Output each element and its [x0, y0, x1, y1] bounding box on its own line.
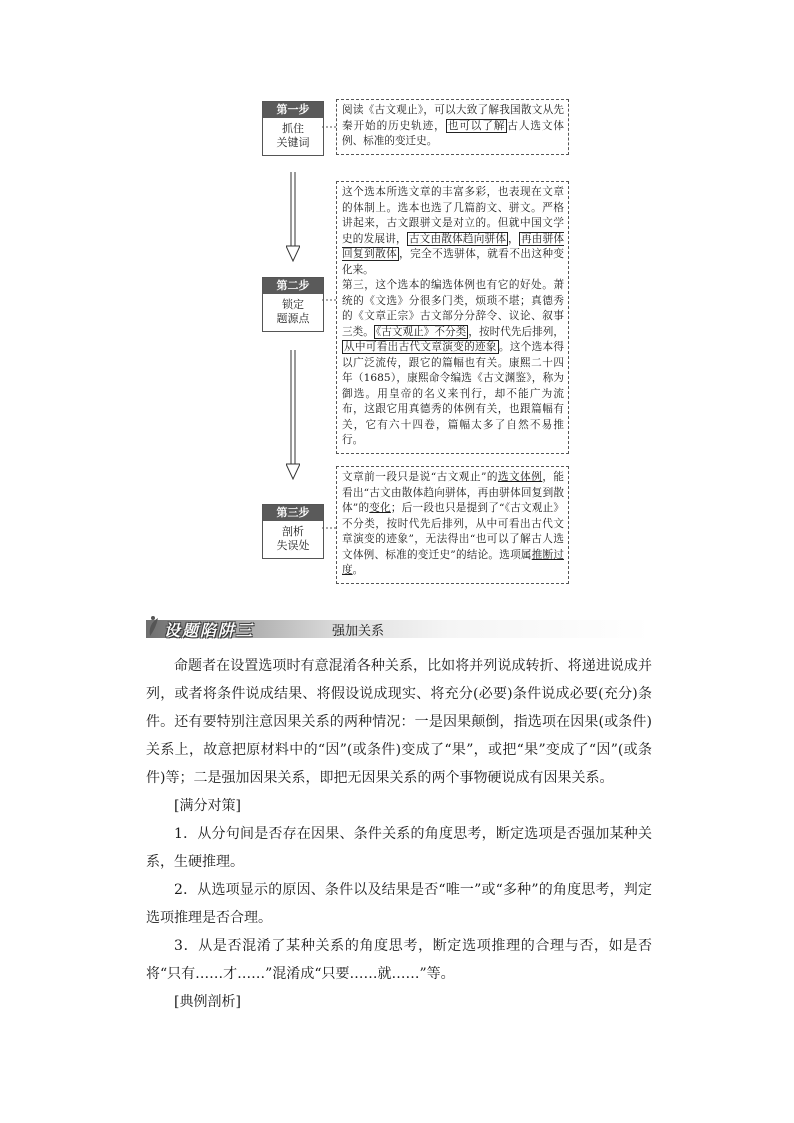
step-3-box — [262, 504, 324, 559]
step-2-label: 第二步 — [263, 278, 323, 294]
box2-text-6: 。这个选本得以广泛流传，跟它的篇幅也有关。康熙二十四年（1685），康熙命令编选《古文渊鉴》，称为御选。用皇帝的名义来刊行，却不能广为流布，这跟它用真德秀的体例有关，也跟篇幅有关，它有六十四卷，篇幅太多了自然不易推行。 — [342, 341, 565, 446]
analysis-box-2 — [336, 181, 569, 454]
section-header — [144, 612, 654, 642]
box2-framed-4: 从中可看出古代文章演变的迹象 — [344, 341, 497, 353]
step-1-line1: 抓住 — [282, 122, 304, 135]
step-2-line1: 锁定 — [282, 298, 304, 311]
box3-text-4: 。 — [352, 564, 364, 576]
analysis-box-1 — [336, 99, 569, 155]
down-arrow-icon — [286, 350, 300, 480]
step-1-box — [262, 101, 324, 156]
step-2-line2: 题源点 — [276, 312, 310, 325]
analysis-box-3 — [336, 466, 569, 584]
label-strategy: [满分对策] — [174, 798, 241, 814]
body-text — [146, 652, 652, 1016]
strategy-item-2: 2．从选项显示的原因、条件以及结果是否“唯一”或“多种”的角度思考，判定选项推理是否合理。 — [146, 882, 652, 926]
strategy-item-3: 3．从是否混淆了某种关系的角度思考，断定选项推理的合理与否，如是否将“只有……才……”混淆成“只要……就……”等。 — [146, 938, 652, 982]
step-3-line1: 剖析 — [282, 525, 304, 538]
box2-framed-3: 《古文观止》不分类 — [375, 325, 467, 338]
box1-text: 阅读《古文观止》，可以大致了解我国散文从先秦开始的历史轨迹， — [342, 104, 564, 132]
box2-framed-1: 古文由散体趋向骈体 — [408, 232, 507, 245]
box2-text-4: 第三，这个选本的编选体例也有它的好处。萧统的《文选》分很多门类，烦琐不堪；真德秀的《文章正宗》古文部分分辞令、议论、叙事三类。 — [342, 279, 564, 338]
step-3-label: 第三步 — [263, 505, 323, 521]
box3-text-1: 文章前一段只是说“古文观止”的 — [342, 471, 498, 483]
box1-text-end: 古人选文体例、标准的变迁史。 — [342, 119, 565, 147]
paragraph-1: 命题者在设置选项时有意混淆各种关系，比如将并列说成转折、将递进说成并列，或者将条件说成结果、将假设说成现实、将充分(必要)条件说成必要(充分)条件。还有要特别注意因果关系的两种情况：一是因果颠倒，指选项在因果(或条件)关系上，故意把原材料中的“因”(或条件)变成了“果”，或把“果”变成了“因”(或条件)等；二是强加因果关系，即把无因果关系的两个事物硬说成有因果关系。 — [146, 658, 652, 786]
step-1-label: 第一步 — [263, 102, 323, 118]
box1-framed-phrase: 也可以了解 — [447, 119, 506, 132]
step-2-box — [262, 277, 324, 332]
box3-text-3: ；后一段也只是提到了“《古文观止》不分类，按时代先后排列，从中可看出古代文章演变的迹象”，无法得出“也可以了解古人选文体例、标准的变迁史”的结论。选项属 — [342, 502, 564, 561]
box3-underlined-3: 推断过度 — [342, 548, 565, 576]
box3-text-2: ，能看出“古文由散体趋向骈体，再由骈体回复到散体”的 — [342, 471, 565, 514]
box2-text-3: ，完全不选骈体，就看不出这种变化来。 — [342, 248, 565, 276]
section-tag: 设题陷阱三 — [164, 621, 255, 640]
box2-framed-2: 再由骈体回复到散体 — [342, 232, 565, 260]
box3-underlined-2: 变化 — [369, 502, 391, 514]
strategy-item-1: 1．从分句间是否存在因果、条件关系的角度思考，断定选项是否强加某种关系，生硬推理。 — [146, 826, 652, 870]
step-1-line2: 关键词 — [276, 136, 310, 149]
box3-underlined-1: 选文体例 — [497, 471, 543, 483]
down-arrow-icon — [286, 172, 300, 262]
section-subtitle: 强加关系 — [332, 624, 385, 639]
box2-text-5: ，按时代先后排列， — [468, 325, 565, 338]
label-example: [典例剖析] — [174, 994, 241, 1010]
step-3-line2: 失误处 — [276, 539, 310, 552]
box2-text-1: 这个选本所选文章的丰富多彩，也表现在文章的体制上。选本也选了几篇韵文、骈文。严格讲起来，古文跟骈文是对立的。但就中国文学史的发展讲， — [342, 186, 564, 245]
box2-text-2: ， — [508, 232, 519, 245]
